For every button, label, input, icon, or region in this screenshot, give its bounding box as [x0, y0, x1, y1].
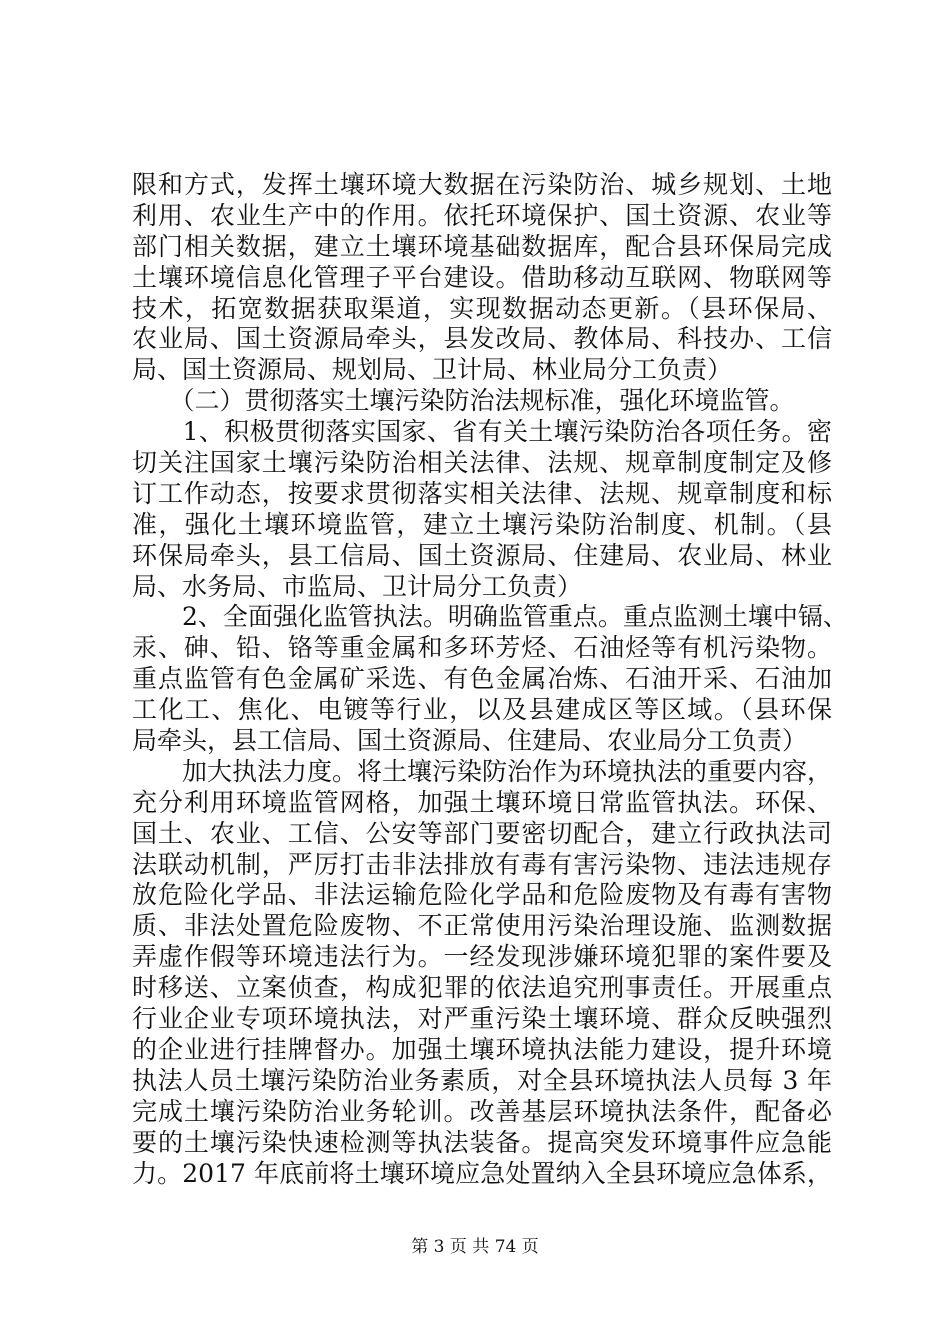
page-footer: 第 3 页 共 74 页 [411, 1237, 539, 1257]
text-line: 汞、砷、铅、铬等重金属和多环芳烃、石油烃等有机污染物。 [132, 633, 832, 663]
text-line: 切关注国家土壤污染防治相关法律、法规、规章制度制定及修 [132, 448, 832, 478]
text-line: 订工作动态，按要求贯彻落实相关法律、法规、规章制度和标 [132, 478, 832, 508]
text-line: 1、积极贯彻落实国家、省有关土壤污染防治各项任务。密 [132, 417, 832, 447]
text-line: 局、国土资源局、规划局、卫计局、林业局分工负责） [132, 355, 733, 385]
text-line: 农业局、国土资源局牵头，县发改局、教体局、科技办、工信 [132, 324, 832, 354]
text-line: 放危险化学品、非法运输危险化学品和危险废物及有毒有害物 [132, 880, 832, 910]
text-line: 质、非法处置危险废物、不正常使用污染治理设施、监测数据 [132, 911, 832, 941]
text-line: 执法人员土壤污染防治业务素质，对全县环境执法人员每 3 年 [132, 1065, 832, 1095]
text-line: 时移送、立案侦查，构成犯罪的依法追究刑事责任。开展重点 [132, 973, 832, 1003]
text-line: 土壤环境信息化管理子平台建设。借助移动互联网、物联网等 [132, 262, 832, 292]
text-line: 重点监管有色金属矿采选、有色金属冶炼、石油开采、石油加 [132, 664, 832, 694]
text-line: 环保局牵头，县工信局、国土资源局、住建局、农业局、林业 [132, 540, 832, 570]
text-line: 准，强化土壤环境监管，建立土壤污染防治制度、机制。（县 [132, 509, 832, 539]
text-line: 部门相关数据，建立土壤环境基础数据库，配合县环保局完成 [132, 231, 832, 261]
body-text [132, 170, 848, 1189]
text-line: 完成土壤污染防治业务轮训。改善基层环境执法条件，配备必 [132, 1096, 832, 1126]
text-line: 国土、农业、工信、公安等部门要密切配合，建立行政执法司 [132, 818, 832, 848]
text-line: 法联动机制，严厉打击非法排放有毒有害污染物、违法违规存 [132, 849, 832, 879]
text-line: 要的土壤污染快速检测等执法装备。提高突发环境事件应急能 [132, 1127, 832, 1157]
text-line: 局牵头，县工信局、国土资源局、住建局、农业局分工负责） [132, 726, 808, 756]
text-line: 利用、农业生产中的作用。依托环境保护、国土资源、农业等 [132, 200, 832, 230]
text-line: 充分利用环境监管网格，加强土壤环境日常监管执法。环保、 [132, 787, 832, 817]
text-line: 2、全面强化监管执法。明确监管重点。重点监测土壤中镉、 [132, 602, 848, 632]
text-line: 的企业进行挂牌督办。加强土壤环境执法能力建设，提升环境 [132, 1034, 832, 1064]
text-line: 行业企业专项环境执法，对严重污染土壤环境、群众反映强烈 [132, 1004, 832, 1034]
text-line: 限和方式，发挥土壤环境大数据在污染防治、城乡规划、土地 [132, 170, 832, 199]
text-line: 技术，拓宽数据获取渠道，实现数据动态更新。（县环保局、 [132, 293, 832, 323]
text-line: 局、水务局、市监局、卫计局分工负责） [132, 571, 583, 601]
text-line: 加大执法力度。将土壤污染防治作为环境执法的重要内容， [132, 756, 833, 786]
text-line: 力。2017 年底前将土壤环境应急处置纳入全县环境应急体系， [132, 1158, 832, 1188]
text-line: 工化工、焦化、电镀等行业，以及县建成区等区域。（县环保 [132, 695, 832, 725]
text-line: 弄虚作假等环境违法行为。一经发现涉嫌环境犯罪的案件要及 [132, 942, 832, 972]
section-heading: （二）贯彻落实土壤污染防治法规标准，强化环境监管。 [132, 386, 795, 416]
